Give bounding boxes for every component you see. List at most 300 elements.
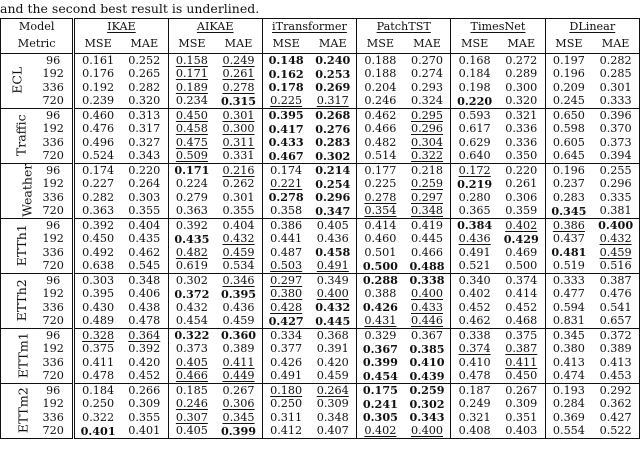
table-cell [498,260,545,274]
table-cell [168,260,215,274]
table-cell [545,301,592,315]
mse-value: 0.297 [270,273,303,287]
mae-value: 0.255 [599,163,632,177]
mse-value: 0.322 [174,328,210,342]
table-cell [404,301,451,315]
mse-value: 0.432 [175,300,208,314]
table-cell [498,301,545,315]
mae-value: 0.459 [599,245,632,259]
mse-value: 0.372 [174,286,210,301]
mse-value: 0.509 [175,149,208,162]
table-cell [545,370,592,384]
mse-value: 0.162 [268,66,304,81]
mae-value: 0.296 [411,122,444,135]
table-cell [168,356,215,370]
mse-value: 0.460 [364,232,397,245]
mse-value: 0.524 [82,149,115,162]
mae-value: 0.303 [128,190,161,204]
table-cell [74,343,121,357]
table-cell [309,205,356,219]
mae-value: 0.414 [505,287,538,300]
mae-value: 0.295 [411,108,444,122]
table-cell [498,136,545,150]
mse-value: 0.148 [268,53,304,67]
mae-value: 0.309 [128,397,161,410]
mse-value: 0.225 [364,177,397,190]
mse-value: 0.221 [270,177,303,190]
mse-value: 0.184 [458,67,491,80]
table-cell [121,315,168,329]
table-cell [451,68,498,82]
table-cell [74,123,121,137]
mse-value: 0.334 [270,328,303,342]
table-cell [168,384,215,398]
table-cell [262,274,309,288]
table-cell [404,315,451,329]
table-cell [74,54,121,68]
table-cell [357,411,404,425]
mae-value: 0.261 [222,67,255,80]
model-name-aikae: AIKAE [196,20,234,34]
table-cell [215,274,262,288]
table-row [1,233,640,247]
mae-value: 0.343 [128,149,161,162]
mae-value: 0.478 [128,314,161,327]
table-cell [545,356,592,370]
table-cell [74,219,121,233]
mse-value: 0.237 [552,177,585,190]
table-cell [545,329,592,343]
table-cell [357,54,404,68]
table-cell [168,95,215,109]
table-cell [545,343,592,357]
mse-value: 0.467 [268,148,304,163]
table-cell [498,425,545,439]
horizon-cell: 336 [34,136,74,150]
mse-value: 0.171 [175,67,208,80]
table-row [1,123,640,137]
mse-value: 0.437 [552,232,585,245]
table-cell [121,95,168,109]
mae-value: 0.218 [411,163,444,177]
table-cell [309,411,356,425]
mae-value: 0.322 [411,149,444,162]
table-row [1,109,640,123]
mse-value: 0.640 [458,149,491,162]
table-cell [121,54,168,68]
mae-value: 0.466 [411,245,444,259]
table-cell [498,370,545,384]
mae-value: 0.429 [503,231,539,246]
mae-value: 0.346 [222,273,255,287]
table-cell [309,123,356,137]
table-cell [498,343,545,357]
table-cell [451,219,498,233]
mae-value: 0.374 [505,273,538,287]
table-cell [357,246,404,260]
horizon-cell: 336 [34,81,74,95]
table-cell [592,54,639,68]
table-row [1,370,640,384]
mae-value: 0.300 [222,122,255,135]
table-cell [404,164,451,178]
mse-value: 0.405 [175,355,208,369]
mse-value: 0.619 [175,259,208,272]
table-cell [498,178,545,192]
mse-value: 0.302 [175,273,208,287]
mae-value: 0.270 [411,53,444,67]
table-cell [404,343,451,357]
table-cell [262,301,309,315]
mse-value: 0.477 [552,287,585,300]
mae-value: 0.320 [505,94,538,107]
mse-value: 0.458 [175,122,208,135]
mae-value: 0.391 [316,342,349,355]
mae-value: 0.306 [505,190,538,204]
mae-value: 0.401 [128,424,161,437]
mse-value: 0.172 [458,163,491,177]
table-cell [262,329,309,343]
table-cell [121,219,168,233]
mae-value: 0.375 [505,328,538,342]
mse-value: 0.431 [364,314,397,327]
table-cell [357,109,404,123]
dataset-name: ETTh2 [13,279,29,322]
mse-value: 0.187 [458,383,491,397]
table-cell [592,329,639,343]
model-name-patchtst: PatchTST [376,20,431,34]
table-cell [451,164,498,178]
table-cell [262,356,309,370]
table-row [1,178,640,192]
table-cell [357,384,404,398]
mae-value: 0.278 [222,80,255,94]
mae-value: 0.249 [222,53,255,67]
table-cell [168,136,215,150]
mae-value: 0.545 [128,259,161,272]
table-cell [262,68,309,82]
table-cell [215,356,262,370]
table-cell [592,95,639,109]
table-cell [498,246,545,260]
table-row [1,205,640,219]
table-cell [215,301,262,315]
mae-value: 0.387 [505,342,538,355]
table-cell [357,164,404,178]
table-cell [215,150,262,164]
table-cell [74,246,121,260]
metric-mse: MSE [545,36,592,54]
table-cell [592,301,639,315]
table-cell [498,411,545,425]
table-cell [404,411,451,425]
table-cell [545,178,592,192]
table-cell [592,191,639,205]
mse-value: 0.427 [268,313,304,328]
mae-value: 0.274 [411,67,444,80]
table-cell [74,329,121,343]
table-cell [498,123,545,137]
mae-value: 0.450 [505,369,538,382]
table-cell [215,288,262,302]
model-name-ikae: IKAE [107,20,136,34]
table-cell [498,191,545,205]
table-cell [168,205,215,219]
table-cell [404,136,451,150]
mse-value: 0.174 [270,163,303,177]
horizon-cell: 96 [34,329,74,343]
table-cell [168,411,215,425]
table-cell [168,246,215,260]
table-cell [498,315,545,329]
mse-value: 0.321 [458,410,491,424]
mse-value: 0.224 [175,177,208,190]
metric-header-row [1,36,640,54]
mse-value: 0.282 [82,190,115,204]
table-cell [451,288,498,302]
mae-value: 0.439 [409,368,445,383]
table-cell [121,274,168,288]
mse-value: 0.408 [458,424,491,437]
table-row [1,191,640,205]
table-cell [404,246,451,260]
table-cell [168,301,215,315]
mse-value: 0.192 [82,80,115,94]
table-cell [74,384,121,398]
table-cell [309,233,356,247]
dataset-label [1,274,35,329]
mse-value: 0.491 [270,369,303,382]
mae-value: 0.283 [315,135,351,149]
mse-value: 0.500 [362,258,398,273]
mae-value: 0.396 [599,108,632,122]
horizon-cell: 192 [34,68,74,82]
mae-value: 0.301 [599,80,632,94]
mae-value: 0.407 [316,424,349,437]
mae-value: 0.268 [315,108,351,122]
mse-value: 0.365 [458,204,491,217]
table-cell [309,356,356,370]
table-cell [545,274,592,288]
mae-value: 0.302 [409,396,445,411]
table-cell [404,150,451,164]
horizon-cell: 96 [34,164,74,178]
table-cell [404,329,451,343]
table-row [1,384,640,398]
table-cell [545,260,592,274]
mae-value: 0.214 [315,163,351,177]
table-cell [262,219,309,233]
mse-value: 0.384 [457,218,493,232]
mae-value: 0.541 [599,300,632,314]
mse-value: 0.185 [175,383,208,397]
table-cell [309,384,356,398]
metric-mse: MSE [74,36,121,54]
mse-value: 0.329 [364,328,397,342]
mae-value: 0.432 [222,232,255,245]
table-cell [168,219,215,233]
table-cell [498,54,545,68]
mae-value: 0.315 [220,93,257,108]
mse-value: 0.305 [362,410,398,424]
table-cell [74,301,121,315]
mae-value: 0.336 [505,135,538,149]
mae-value: 0.254 [315,176,351,191]
table-cell [168,425,215,439]
mse-value: 0.283 [552,190,585,204]
mae-value: 0.435 [128,232,161,245]
mae-value: 0.402 [505,218,538,232]
table-cell [545,150,592,164]
mse-value: 0.178 [268,80,304,94]
mse-value: 0.198 [458,80,491,94]
table-cell [121,260,168,274]
mse-value: 0.219 [457,176,493,191]
mse-value: 0.417 [268,121,304,136]
table-cell [451,109,498,123]
mae-value: 0.331 [222,149,255,162]
table-cell [404,260,451,274]
mse-value: 0.161 [82,53,115,67]
table-cell [215,246,262,260]
table-cell [498,150,545,164]
table-cell [498,205,545,219]
mae-value: 0.309 [505,397,538,410]
mae-value: 0.534 [222,259,255,272]
metric-mse: MSE [451,36,498,54]
table-cell [451,398,498,412]
mae-value: 0.403 [505,424,538,437]
mse-value: 0.204 [364,80,397,94]
table-cell [74,398,121,412]
mse-value: 0.338 [458,328,491,342]
mae-value: 0.410 [409,355,445,369]
table-cell [404,274,451,288]
table-cell [404,356,451,370]
mse-value: 0.188 [364,53,397,67]
mse-value: 0.593 [458,108,491,122]
table-cell [262,205,309,219]
mae-value: 0.436 [222,300,255,314]
table-cell [498,329,545,343]
mse-value: 0.234 [175,94,208,107]
mse-value: 0.369 [552,410,585,424]
table-cell [545,425,592,439]
table-cell [592,164,639,178]
mae-value: 0.311 [222,135,255,149]
table-cell [592,370,639,384]
table-cell [215,81,262,95]
mae-value: 0.657 [599,314,632,327]
table-cell [404,233,451,247]
mae-value: 0.300 [505,80,538,94]
table-cell [451,191,498,205]
table-row [1,246,640,260]
table-cell [215,219,262,233]
table-cell [74,288,121,302]
mae-value: 0.264 [128,177,161,190]
table-cell [309,95,356,109]
mse-value: 0.402 [364,424,397,437]
table-cell [262,81,309,95]
mae-value: 0.259 [409,383,445,397]
table-cell [74,150,121,164]
mse-value: 0.239 [82,94,115,107]
mse-value: 0.501 [364,245,397,259]
dataset-name: ECL [9,67,25,94]
mae-value: 0.220 [505,163,538,177]
mse-value: 0.209 [552,80,585,94]
table-cell [592,425,639,439]
table-cell [74,205,121,219]
mse-value: 0.482 [175,245,208,259]
table-cell [592,109,639,123]
dataset-label [1,54,35,109]
mae-value: 0.469 [505,245,538,259]
table-cell [592,233,639,247]
dataset-label [1,329,35,384]
mae-value: 0.349 [316,273,349,287]
mae-value: 0.399 [220,423,257,438]
mae-value: 0.345 [222,410,255,424]
table-cell [215,329,262,343]
table-cell [545,123,592,137]
mae-value: 0.411 [222,355,255,369]
table-row [1,288,640,302]
table-cell [451,233,498,247]
mae-value: 0.335 [599,190,632,204]
horizon-cell: 720 [34,315,74,329]
table-cell [498,81,545,95]
mse-value: 0.492 [82,245,115,259]
table-cell [309,136,356,150]
mse-value: 0.503 [270,259,303,272]
mae-value: 0.449 [222,369,255,382]
table-cell [357,343,404,357]
table-cell [357,95,404,109]
table-cell [404,219,451,233]
table-cell [74,178,121,192]
table-row [1,315,640,329]
mae-value: 0.338 [409,273,445,287]
table-cell [262,288,309,302]
table-cell [545,233,592,247]
mae-value: 0.400 [598,218,634,232]
table-cell [545,136,592,150]
table-cell [74,81,121,95]
table-cell [215,123,262,137]
table-cell [592,288,639,302]
mse-value: 0.241 [362,396,398,411]
table-cell [357,178,404,192]
mae-value: 0.282 [128,80,161,94]
table-cell [215,95,262,109]
horizon-cell: 96 [34,54,74,68]
mae-value: 0.336 [505,122,538,135]
horizon-cell: 192 [34,233,74,247]
table-cell [309,288,356,302]
table-cell [592,398,639,412]
mse-value: 0.436 [458,232,491,245]
model-header-row [1,19,640,37]
mse-value: 0.475 [175,135,208,149]
mae-value: 0.433 [411,300,444,314]
mse-value: 0.478 [82,369,115,382]
table-cell [451,329,498,343]
mse-value: 0.454 [362,368,398,383]
metric-mse: MSE [168,36,215,54]
table-cell [74,191,121,205]
